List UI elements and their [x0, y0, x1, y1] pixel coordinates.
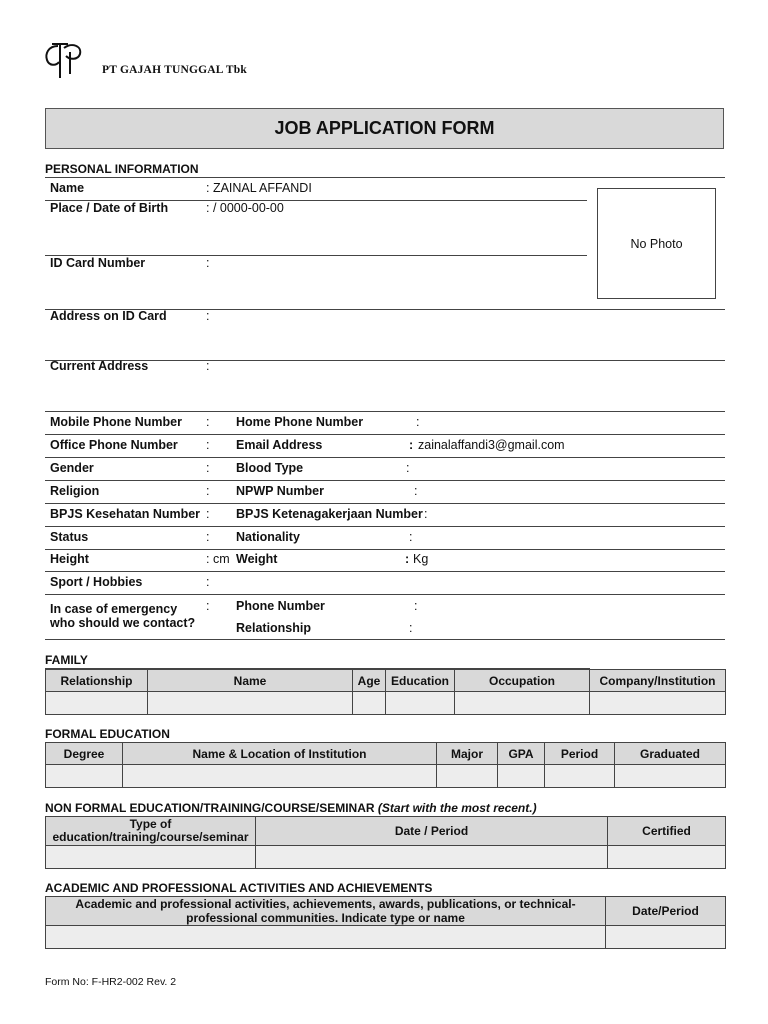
non-formal-title-text: NON FORMAL EDUCATION/TRAINING/COURSE/SEMINAR [45, 801, 375, 815]
status-value: : [206, 530, 210, 544]
nationality-label: Nationality [236, 530, 300, 544]
non-formal-header-type: Type of education/training/course/seminar [46, 817, 256, 846]
emergency-phone-value: : [414, 599, 418, 613]
email-colon: : [409, 438, 414, 452]
mobile-value: : [206, 415, 210, 429]
education-header-gpa: GPA [498, 743, 545, 765]
bpjs-ketenagakerjaan-label: BPJS Ketenagakerjaan Number [236, 507, 423, 521]
status-label: Status [50, 530, 89, 544]
name-value: : ZAINAL AFFANDI [206, 181, 312, 195]
home-phone-label: Home Phone Number [236, 415, 364, 429]
blood-type-label: Blood Type [236, 461, 304, 475]
blood-type-value: : [406, 461, 410, 475]
nationality-value: : [409, 530, 413, 544]
religion-label: Religion [50, 484, 100, 498]
bpjs-kesehatan-value: : [206, 507, 210, 521]
family-header-education: Education [386, 670, 455, 692]
current-address-label: Current Address [50, 359, 149, 373]
family-header-occupation: Occupation [455, 670, 590, 692]
emergency-phone-label: Phone Number [236, 599, 325, 613]
address-id-label: Address on ID Card [50, 309, 167, 323]
height-label: Height [50, 552, 89, 566]
current-address-value: : [206, 359, 210, 373]
company-logo [44, 40, 247, 84]
section-non-formal-title [45, 801, 537, 815]
company-name: PT GAJAH TUNGGAL Tbk [102, 64, 247, 76]
table-row [46, 926, 726, 949]
emergency-label-line1: In case of emergency [50, 602, 178, 616]
education-header-major: Major [437, 743, 498, 765]
form-title: JOB APPLICATION FORM [45, 108, 724, 149]
home-phone-value: : [416, 415, 420, 429]
emergency-relationship-value: : [409, 621, 413, 635]
photo-placeholder: No Photo [597, 188, 716, 299]
formal-education-table [45, 742, 726, 788]
weight-colon: : [405, 552, 410, 566]
academic-header-activities: Academic and professional activities, achievements, awards, publications, or technical-professional communities. Indicate type or name [46, 897, 606, 926]
weight-value: Kg [413, 552, 429, 566]
email-label: Email Address [236, 438, 323, 452]
education-header-institution: Name & Location of Institution [123, 743, 437, 765]
non-formal-note: (Start with the most recent.) [377, 801, 537, 815]
name-label: Name [50, 181, 85, 195]
email-value: zainalaffandi3@gmail.com [418, 438, 565, 452]
table-row [46, 765, 726, 788]
npwp-value: : [414, 484, 418, 498]
emergency-relationship-label: Relationship [236, 621, 312, 635]
family-header-name: Name [148, 670, 353, 692]
education-header-graduated: Graduated [615, 743, 726, 765]
family-table [45, 669, 726, 715]
education-header-degree: Degree [46, 743, 123, 765]
weight-label: Weight [236, 552, 278, 566]
height-value: : cm [206, 552, 230, 566]
non-formal-table [45, 816, 726, 869]
npwp-label: NPWP Number [236, 484, 324, 498]
sport-value: : [206, 575, 210, 589]
religion-value: : [206, 484, 210, 498]
gender-label: Gender [50, 461, 94, 475]
office-phone-value: : [206, 438, 210, 452]
emergency-value: : [206, 599, 210, 613]
address-id-value: : [206, 309, 210, 323]
bpjs-ketenagakerjaan-value: : [424, 507, 428, 521]
gt-logo-icon [44, 40, 104, 84]
education-header-period: Period [545, 743, 615, 765]
family-header-age: Age [353, 670, 386, 692]
bpjs-kesehatan-label: BPJS Kesehatan Number [50, 507, 201, 521]
id-card-label: ID Card Number [50, 256, 146, 270]
id-card-value: : [206, 256, 210, 270]
section-formal-education-title: FORMAL EDUCATION [45, 727, 170, 741]
academic-table [45, 896, 726, 949]
birth-label: Place / Date of Birth [50, 201, 169, 215]
mobile-label: Mobile Phone Number [50, 415, 182, 429]
office-phone-label: Office Phone Number [50, 438, 178, 452]
academic-header-date: Date/Period [606, 897, 726, 926]
non-formal-header-certified: Certified [608, 817, 726, 846]
gender-value: : [206, 461, 210, 475]
section-academic-title: ACADEMIC AND PROFESSIONAL ACTIVITIES AND ACHIEVEMENTS [45, 881, 433, 895]
section-family-title: FAMILY [45, 653, 88, 667]
table-row [46, 692, 726, 715]
family-header-relationship: Relationship [46, 670, 148, 692]
emergency-label-line2: who should we contact? [50, 616, 196, 630]
section-personal-title: PERSONAL INFORMATION [45, 162, 199, 176]
form-number: Form No: F-HR2-002 Rev. 2 [45, 976, 177, 988]
birth-value: : / 0000-00-00 [206, 201, 284, 215]
table-row [46, 846, 726, 869]
sport-label: Sport / Hobbies [50, 575, 143, 589]
family-header-company: Company/Institution [590, 670, 726, 692]
non-formal-header-date: Date / Period [256, 817, 608, 846]
